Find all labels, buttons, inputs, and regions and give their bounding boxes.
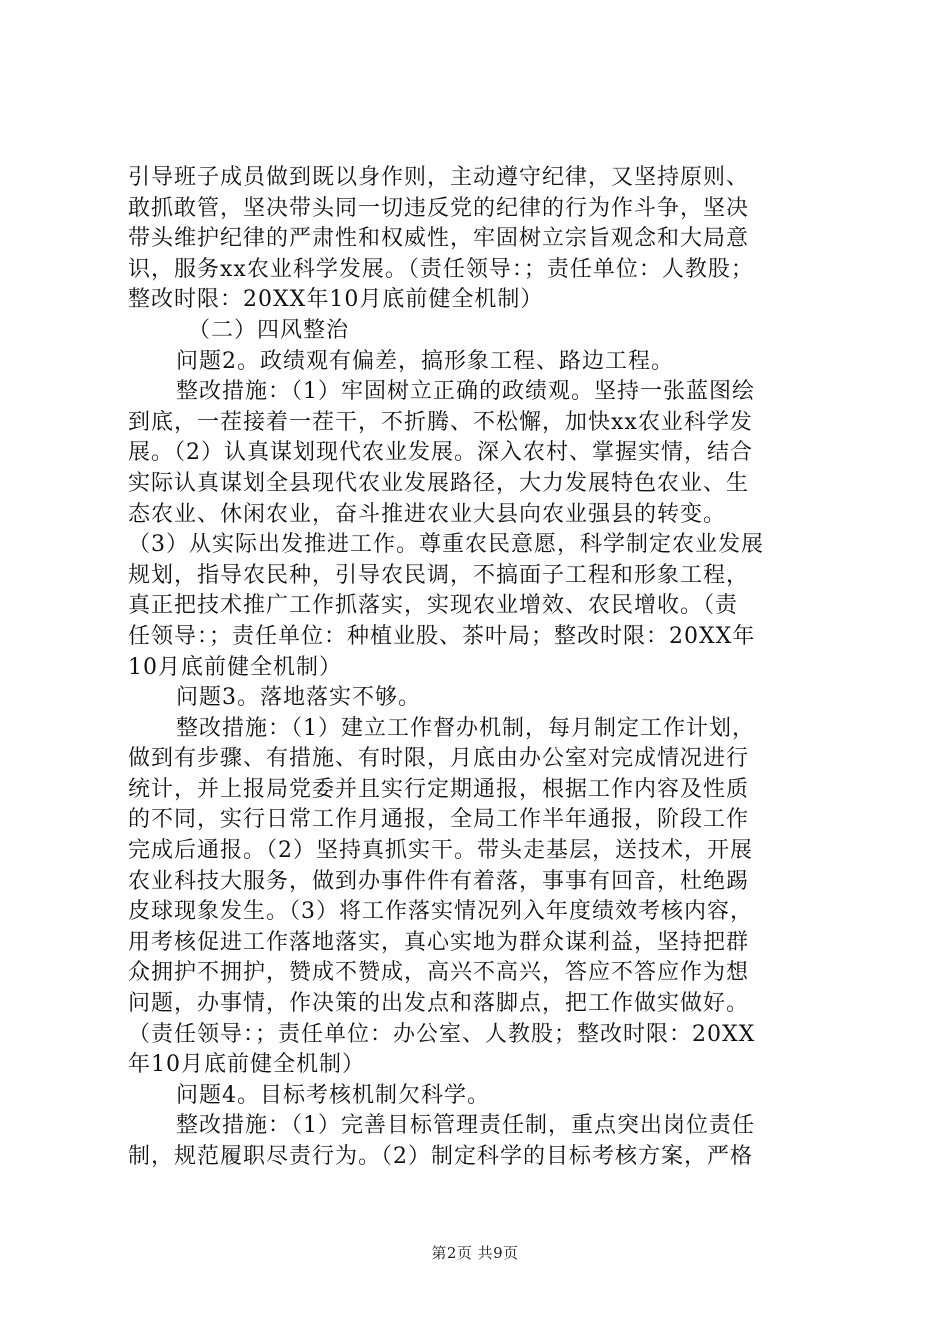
text-line: （责任领导：；责任单位：办公室、人教股；整改时限：20XX: [128, 1021, 756, 1047]
text-line: 展。（2）认真谋划现代农业发展。深入农村、掌握实情，结合: [128, 440, 753, 466]
text-line: 统计，并上报局党委并且实行定期通报，根据工作内容及性质: [128, 776, 750, 802]
text-line: 引导班子成员做到既以身作则，主动遵守纪律，又坚持原则、: [128, 165, 750, 190]
text-line: 实际认真谋划全县现代农业发展路径，大力发展特色农业、生: [128, 470, 750, 496]
text-line: 整改时限：20XX年10月底前健全机制）: [128, 287, 544, 313]
text-line: 到底，一茬接着一茬干，不折腾、不松懈，加快xx农业科学发: [128, 409, 753, 435]
text-line: 的不同，实行日常工作月通报，全局工作半年通报，阶段工作: [128, 807, 750, 833]
text-line: 整改措施：（1）完善目标管理责任制，重点突出岗位责任: [176, 1113, 755, 1139]
problem-heading: 问题3。落地落实不够。: [176, 685, 421, 711]
text-line: 带头维护纪律的严肃性和权威性，牢固树立宗旨观念和大局意: [128, 226, 750, 252]
text-line: 规划，指导农民种，引导农民调，不搞面子工程和形象工程，: [128, 562, 750, 588]
text-line: 敢抓敢管，坚决带头同一切违反党的纪律的行为作斗争，坚决: [128, 195, 750, 221]
section-heading: （二）四风整治: [188, 317, 350, 343]
text-line: 识，服务xx农业科学发展。（责任领导：；责任单位：人教股；: [128, 256, 754, 282]
problem-heading: 问题2。政绩观有偏差，搞形象工程、路边工程。: [176, 348, 674, 374]
text-line: 用考核促进工作落地落实，真心实地为群众谋利益，坚持把群: [128, 929, 750, 955]
text-line: 完成后通报。（2）坚持真抓实干。带头走基层，送技术，开展: [128, 838, 753, 864]
text-line: 10月底前健全机制）: [128, 654, 342, 680]
text-line: 农业科技大服务，做到办事件件有着落，事事有回音，杜绝踢: [128, 868, 750, 894]
text-line: 问题，办事情，作决策的出发点和落脚点，把工作做实做好。: [128, 991, 750, 1017]
problem-heading: 问题4。目标考核机制欠科学。: [176, 1082, 490, 1108]
text-line: 众拥护不拥护，赞成不赞成，高兴不高兴，答应不答应作为想: [128, 960, 750, 986]
text-line: 真正把技术推广工作抓落实，实现农业增效、农民增收。（责: [128, 593, 739, 619]
text-line: 年10月底前健全机制）: [128, 1052, 365, 1078]
text-line: 做到有步骤、有措施、有时限，月底由办公室对完成情况进行: [128, 746, 750, 772]
text-line: 整改措施：（1）牢固树立正确的政绩观。坚持一张蓝图绘: [176, 379, 755, 405]
text-line: 任领导：；责任单位：种植业股、茶叶局；整改时限：20XX年: [128, 623, 756, 649]
document-body: [128, 163, 828, 1173]
text-line: 制，规范履职尽责行为。（2）制定科学的目标考核方案，严格: [128, 1144, 753, 1169]
page-footer: 第2页 共9页: [431, 1244, 519, 1262]
text-line: 整改措施：（1）建立工作督办机制，每月制定工作计划，: [176, 715, 755, 741]
text-line: 态农业、休闲农业，奋斗推进农业大县向农业强县的转变。: [128, 501, 727, 527]
text-line: 皮球现象发生。（3）将工作落实情况列入年度绩效考核内容，: [128, 899, 753, 925]
text-line: （3）从实际出发推进工作。尊重农民意愿，科学制定农业发展: [128, 532, 764, 558]
